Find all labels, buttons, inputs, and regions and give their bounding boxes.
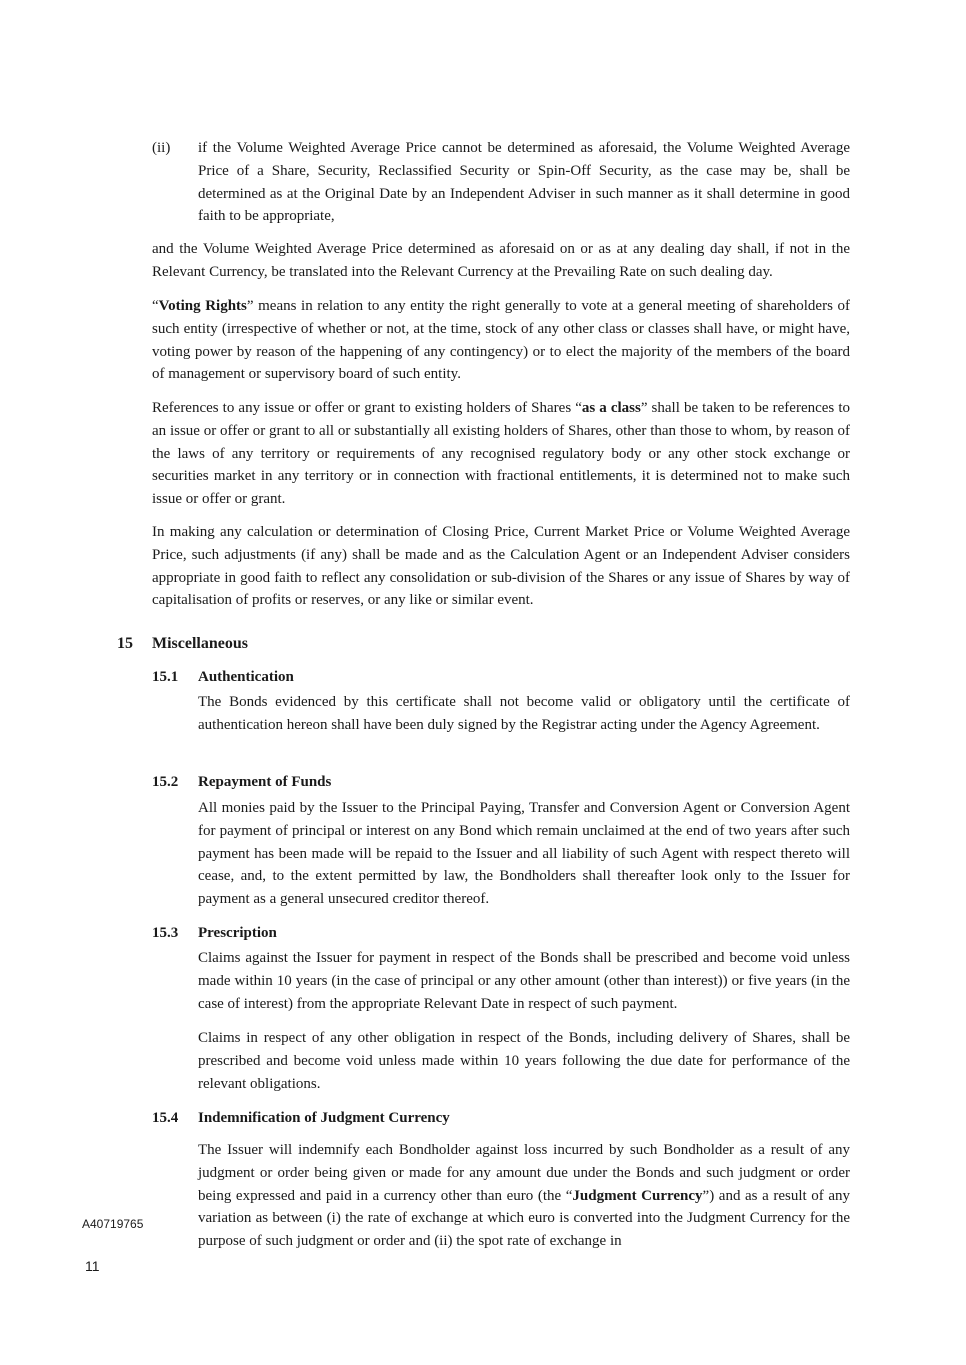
subsection-number-15-2: 15.2 bbox=[152, 774, 179, 790]
definition-voting-rights bbox=[152, 295, 850, 386]
subsection-title-authentication: Authentication bbox=[198, 669, 294, 685]
subsection-text-prescription-1: Claims against the Issuer for payment in respect of the Bonds shall be prescribed and become void unless made within 10 years (in the case of principal or any other amount (other than interest)) or five years (in the case of interest) from the appropriate Relevant Date in respect of such payment. bbox=[198, 950, 850, 1012]
subsection-text-prescription-2: Claims in respect of any other obligation in respect of the Bonds, including delivery of Shares, shall be prescribed and become void unless made within 10 years following the due date for performance of the relevant obligations. bbox=[198, 1030, 850, 1092]
section-title: Miscellaneous bbox=[152, 635, 248, 652]
subsection-title-repayment: Repayment of Funds bbox=[198, 774, 332, 790]
subsection-text-repayment: All monies paid by the Issuer to the Principal Paying, Transfer and Conversion Agent or Conversion Agent for payment of principal or interest on any Bond which remain unclaimed at the end of two years after such payment has been made will be repaid to the Issuer and all liability of such Agent with respect thereto will cease, and, to the extent permitted by law, the Bondholders shall thereafter look only to the Issuer for payment as a general unsecured creditor thereof. bbox=[198, 800, 850, 908]
text-after: ”) and as a result of any variation as between (i) the rate of exchange at which euro is converted into the Judgment Currency for the purpose of such judgment or order and (ii) the spot rate of exchange in bbox=[198, 1187, 850, 1250]
definition-text: ” means in relation to any entity the right generally to vote at a general meeting of shareholders of such entity (irrespective of whether or not, at the time, stock of any other class or classes shall have, or might have, voting power by reason of the happening of any contingency) or to elect the majority of the members of the board of management or supervisory board of such entity. bbox=[152, 298, 850, 383]
quote-mark: “ bbox=[152, 298, 159, 314]
defined-term: as a class bbox=[581, 400, 641, 416]
subsection-number-15-1: 15.1 bbox=[152, 669, 179, 685]
text-before: The Issuer will indemnify each Bondholder against loss incurred by such Bondholder as a result of any judgment or order being given or made for any amount due under the Bonds and such judgment or order being expressed and paid in a currency other than euro (the “ bbox=[198, 1142, 850, 1204]
paragraph-vwap-translation: and the Volume Weighted Average Price determined as aforesaid on or as at any dealing day shall, if not in the Relevant Currency, be translated into the Relevant Currency at the Prevailing Rate on such dealing day. bbox=[152, 241, 850, 280]
paragraph-calculation: In making any calculation or determination of Closing Price, Current Market Price or Volume Weighted Average Price, such adjustments (if any) shall be made and as the Calculation Agent or an Independent Adviser considers appropriate in good faith to reflect any consolidation or sub-division of the Shares or any issue of Shares by way of capitalisation of profits or reserves, or any like or similar event. bbox=[152, 524, 850, 609]
defined-term: Judgment Currency bbox=[572, 1187, 703, 1204]
paragraph-as-a-class bbox=[152, 397, 850, 511]
list-item-text: if the Volume Weighted Average Price cannot be determined as aforesaid, the Volume Weighted Average Price of a Share, Security, Reclassified Security or Spin-Off Security, as the case may be, shall be determined as at the Original Date by an Independent Adviser in such manner as it shall determine in good faith to be appropriate, bbox=[198, 140, 850, 225]
text-after: ” shall be taken to be references to an issue or offer or grant to all or substantially all existing holders of Shares, other than those to whom, by reason of the laws of any territory or requirements of any recognised regulatory body or any other stock exchange or securities market in any territory or in connection with fractional entitlements, it is determined not to make such issue or offer or grant. bbox=[152, 400, 850, 508]
subsection-text-authentication: The Bonds evidenced by this certificate shall not become valid or obligatory until the certificate of authentication hereon shall have been duly signed by the Registrar acting under the Agency Agreement. bbox=[198, 694, 850, 733]
subsection-title-prescription: Prescription bbox=[198, 925, 277, 941]
subsection-text-judgment-currency bbox=[198, 1139, 850, 1253]
list-item-label: (ii) bbox=[152, 140, 171, 156]
subsection-number-15-4: 15.4 bbox=[152, 1110, 179, 1126]
subsection-title-judgment-currency: Indemnification of Judgment Currency bbox=[198, 1110, 450, 1126]
subsection-number-15-3: 15.3 bbox=[152, 925, 179, 941]
list-item-ii bbox=[152, 137, 850, 228]
document-reference: A40719765 bbox=[82, 1217, 144, 1231]
text-before: References to any issue or offer or grant to existing holders of Shares “ bbox=[152, 400, 582, 416]
section-number: 15 bbox=[117, 635, 133, 652]
page-number: 11 bbox=[85, 1258, 100, 1274]
defined-term: Voting Rights bbox=[158, 298, 247, 314]
